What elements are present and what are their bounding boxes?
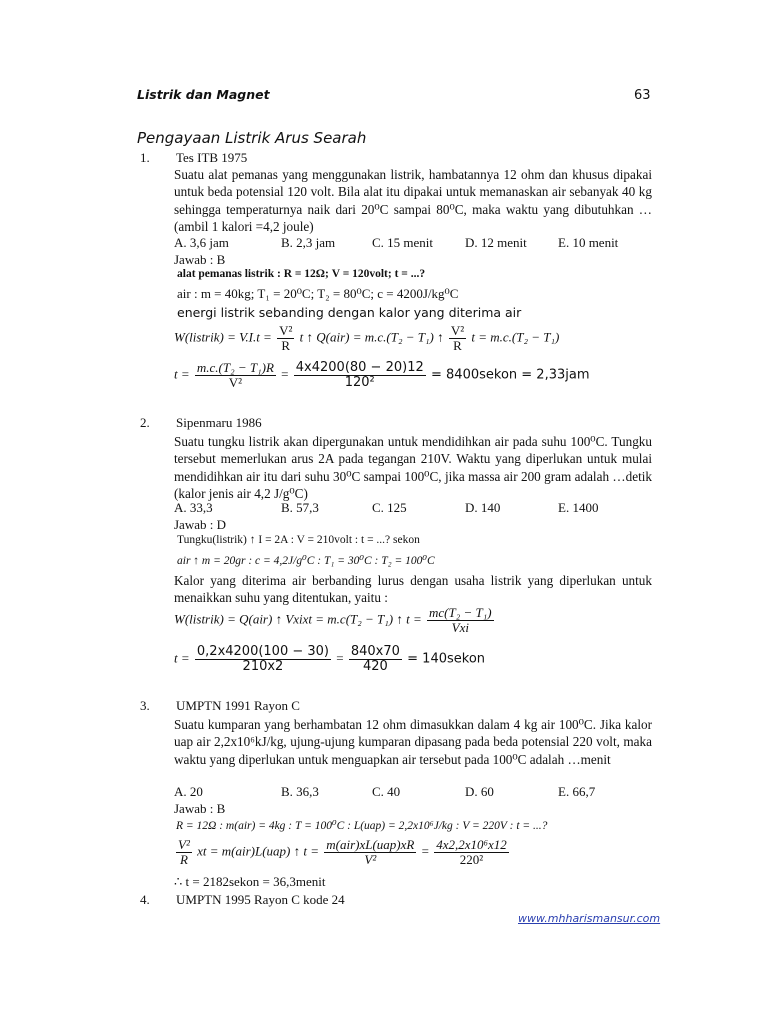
work-result: ∴ t = 2182sekon = 36,3menit <box>174 874 326 889</box>
fraction <box>195 645 331 674</box>
fraction <box>277 324 294 353</box>
eq-part: t = <box>174 366 190 382</box>
problem-text: Suatu kumparan yang berhambatan 12 ohm dimasukkan dalam 4 kg air 100⁰C. Jika kalor uap air 2,2x10⁶kJ/kg, ujung-ujung kumparan dipasang pada beda potensial 220 volt, maka waktu yang diperlukan untuk menguapkan air tersebut pada 100⁰C adalah …menit <box>174 717 652 767</box>
option-d: D. 60 <box>465 784 494 799</box>
fraction <box>195 361 276 390</box>
denominator: R <box>281 338 291 353</box>
option-e: E. 1400 <box>558 500 599 515</box>
fraction <box>449 324 466 353</box>
equation: t = $\frac{\text{m.c.(T₂ − T₁)R}}{\text{V²}}$ = $\frac{4x4200(80 - 20)12}{\text{120²}}$ = 8400sekon = 2,33jam <box>174 360 590 390</box>
work-text: Kalor yang diterima air berbanding lurus dengan usaha listrik yang diperlukan untuk menaikkan suhu yang ditentukan, yaitu : <box>174 573 652 606</box>
option-a: A. 3,6 jam <box>174 235 229 250</box>
numerator: V² <box>279 323 293 338</box>
work-line: air ↑ m = 20gr : c = 4,2J/g⁰C : T₁ = 30⁰C : T₂ = 100⁰C <box>177 555 435 567</box>
numerator: mc(T₂ − T₁) <box>429 605 492 620</box>
running-header-title: Listrik dan Magnet <box>137 87 270 102</box>
eq-result: = 140sekon <box>407 651 486 667</box>
denominator: 210x2 <box>242 659 284 674</box>
answer: Jawab : D <box>174 517 226 532</box>
work-line: alat pemanas listrik : R = 12Ω; V = 120volt; t = ...? <box>177 268 426 280</box>
equation <box>174 324 559 353</box>
problem-text: Suatu tungku listrik akan dipergunakan untuk mendidihkan air pada suhu 100⁰C. Tungku tersebut memerlukan arus 2A pada tegangan 210V. Waktu yang diperlukan untuk mulai mendidihkan air itu dari suhu 30⁰C sampai 100⁰C, jika massa air 200 gram adalah …detik (kalor jenis air 4,2 J/g⁰C) <box>174 434 652 502</box>
numerator: m.c.(T₂ − T₁)R <box>196 360 274 375</box>
numerator: V² <box>178 837 190 852</box>
problem-number: 3. <box>140 698 150 713</box>
option-c: C. 125 <box>372 500 407 515</box>
problem-source: Tes ITB 1975 <box>176 150 248 165</box>
answer: Jawab : B <box>174 252 226 267</box>
denominator: 120² <box>344 375 375 390</box>
footer-website-link[interactable]: www.mhharismansur.com <box>518 912 661 925</box>
fraction <box>294 361 426 390</box>
numerator: 4x2,2x10⁶x12 <box>436 837 507 852</box>
problem-text: Suatu alat pemanas yang menggunakan listrik, hambatannya 12 ohm dan khusus dipakai untuk beda potensial 120 volt. Bila alat itu dipakai untuk memanaskan air sebanyak 40 kg sehingga temperaturnya naik dari 20⁰C sampai 80⁰C, maka waktu yang dibutuhkan …(ambil 1 kalori =4,2 joule) <box>174 167 652 235</box>
eq-part: xt = m(air)L(uap) ↑ t = <box>197 843 319 859</box>
eq-part: t = <box>174 650 190 666</box>
numerator: 840x70 <box>350 644 400 659</box>
option-d: D. 12 menit <box>465 235 527 250</box>
denominator: 420 <box>362 659 388 674</box>
equation: t = $\frac{0,2x4200(100 - 30)}{210x2}$ = $\frac{840x70}{420}$ = 140sekon <box>174 644 486 674</box>
equation: $\frac{\text{V²}}{R}$ xt = m(air)L(uap) ↑ t = $\frac{\text{m(air)xL(uap)xR}}{\text{V²}}$ = $\frac{\text{4x2,2x10⁶x12}}{\text{220²}}$ <box>178 837 507 867</box>
denominator: R <box>453 338 462 353</box>
problem-source: Sipenmaru 1986 <box>176 415 262 430</box>
work-line: energi listrik sebanding dengan kalor yang diterima air <box>177 305 522 320</box>
denominator: V² <box>228 375 243 390</box>
option-e: E. 10 menit <box>558 235 619 250</box>
problem-number: 1. <box>140 150 150 165</box>
numerator: V² <box>450 323 465 338</box>
option-a: A. 20 <box>174 784 203 799</box>
denominator: 220² <box>459 852 484 867</box>
equation <box>174 606 496 635</box>
option-b: B. 57,3 <box>281 500 319 515</box>
denominator: V² <box>364 852 377 867</box>
numerator: 0,2x4200(100 − 30) <box>196 644 329 659</box>
answer: Jawab : B <box>174 801 226 816</box>
option-a: A. 33,3 <box>174 500 213 515</box>
option-e: E. 66,7 <box>558 784 596 799</box>
eq-part: W(listrik) = Q(air) ↑ Vxixt = m.c(T₂ − T₁) ↑ t = <box>174 611 422 627</box>
fraction <box>427 606 494 635</box>
eq-part: t = m.c.(T₂ − T₁) <box>471 329 560 345</box>
fraction <box>434 838 509 867</box>
fraction <box>176 838 192 867</box>
numerator: 4x4200(80 − 20)12 <box>295 360 424 375</box>
eq-part: W(listrik) = V.I.t = <box>174 329 272 345</box>
fraction <box>349 645 402 674</box>
work-line: Tungku(listrik) ↑ I = 2A : V = 210volt : t = ...? sekon <box>177 534 420 546</box>
denominator: R <box>179 852 188 867</box>
option-d: D. 140 <box>465 500 501 515</box>
denominator: Vxi <box>451 620 469 635</box>
problem-source: UMPTN 1991 Rayon C <box>176 698 300 713</box>
numerator: m(air)xL(uap)xR <box>326 837 415 852</box>
problem-source: UMPTN 1995 Rayon C kode 24 <box>176 892 345 907</box>
fraction <box>324 838 416 867</box>
eq-part: t ↑ Q(air) = m.c.(T₂ − T₁) ↑ <box>299 329 444 345</box>
option-b: B. 2,3 jam <box>281 235 336 250</box>
work-line: R = 12Ω : m(air) = 4kg : T = 100⁰C : L(uap) = 2,2x10⁶J/kg : V = 220V : t = ...? <box>176 820 548 832</box>
eq-result: = 8400sekon = 2,33jam <box>431 367 590 383</box>
problem-number: 2. <box>140 415 150 430</box>
problem-number: 4. <box>140 892 150 907</box>
option-c: C. 40 <box>372 784 401 799</box>
page-number: 63 <box>634 88 651 103</box>
section-title: Pengayaan Listrik Arus Searah <box>137 129 367 147</box>
work-line: air : m = 40kg; T₁ = 20⁰C; T₂ = 80⁰C; c = 4200J/kg⁰C <box>177 286 459 301</box>
option-b: B. 36,3 <box>281 784 319 799</box>
option-c: C. 15 menit <box>372 235 434 250</box>
